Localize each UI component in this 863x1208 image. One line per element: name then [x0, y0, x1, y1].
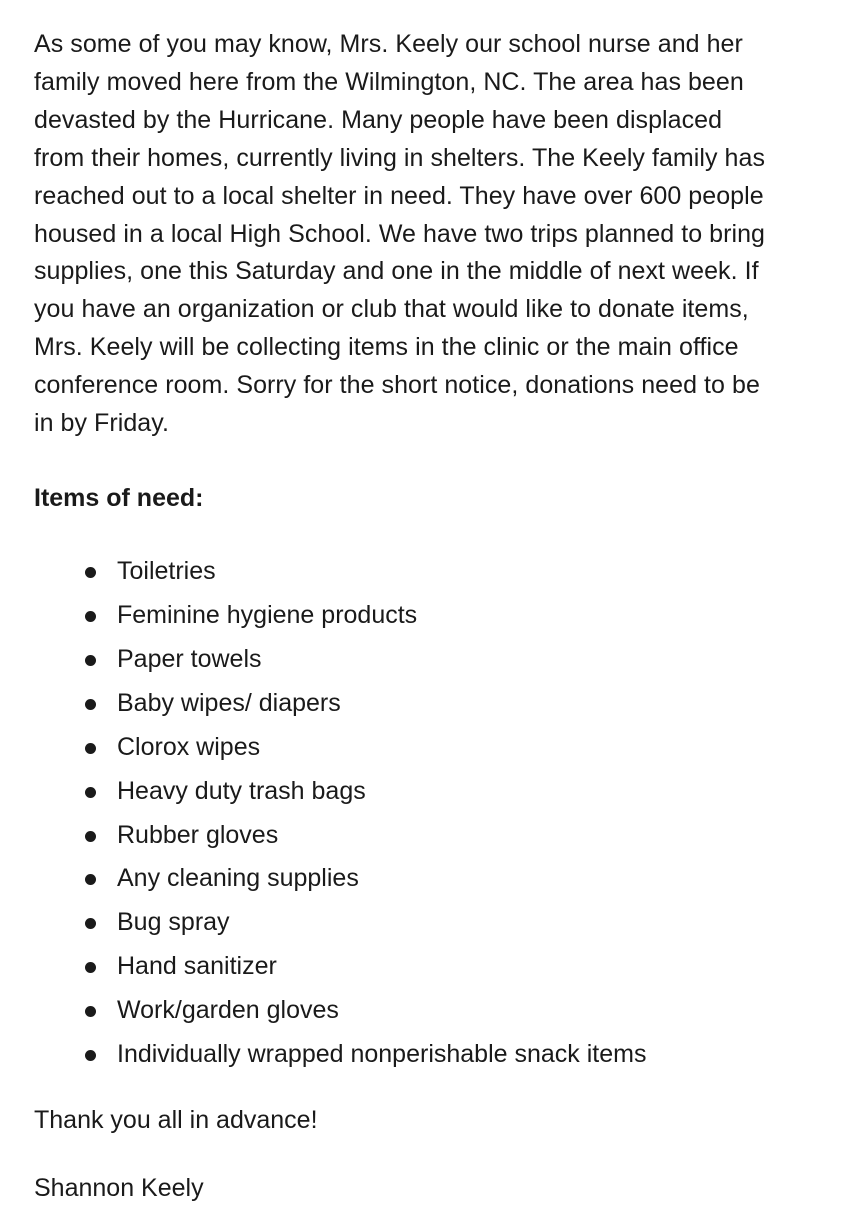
item-label: Baby wipes/ diapers	[117, 688, 341, 717]
bullet-icon	[85, 567, 96, 578]
intro-line: in by Friday.	[34, 409, 169, 438]
intro-line: As some of you may know, Mrs. Keely our school nurse and her	[34, 30, 743, 58]
bullet-icon	[85, 918, 96, 929]
list-item	[34, 594, 834, 638]
letter-document	[34, 26, 834, 1208]
item-label: Bug spray	[117, 908, 230, 937]
items-of-need-heading: Items of need:	[34, 483, 204, 512]
bullet-icon	[85, 831, 96, 842]
intro-paragraph	[34, 26, 834, 443]
intro-line: conference room. Sorry for the short notice, donations need to be	[34, 371, 760, 400]
intro-line: reached out to a local shelter in need. They have over 600 people	[34, 181, 764, 210]
bullet-icon	[85, 874, 96, 885]
intro-line: supplies, one this Saturday and one in the middle of next week. If	[34, 257, 759, 286]
bullet-icon	[85, 1006, 96, 1017]
item-label: Heavy duty trash bags	[117, 776, 366, 805]
item-label: Any cleaning supplies	[117, 864, 359, 893]
list-item	[34, 550, 834, 594]
intro-line: you have an organization or club that would like to donate items,	[34, 295, 749, 324]
item-label: Toiletries	[117, 556, 216, 585]
intro-line: family moved here from the Wilmington, NC. The area has been	[34, 67, 744, 96]
item-label: Work/garden gloves	[117, 996, 339, 1025]
list-item	[34, 901, 834, 945]
item-label: Individually wrapped nonperishable snack items	[117, 1040, 647, 1069]
list-item	[34, 638, 834, 682]
item-label: Feminine hygiene products	[117, 600, 418, 629]
bullet-icon	[85, 611, 96, 622]
list-item	[34, 770, 834, 814]
bullet-icon	[85, 787, 96, 798]
list-item	[34, 945, 834, 989]
bullet-icon	[85, 1050, 96, 1061]
list-item	[34, 726, 834, 770]
bullet-icon	[85, 962, 96, 973]
intro-line: housed in a local High School. We have two trips planned to bring	[34, 219, 766, 248]
thank-you-line: Thank you all in advance!	[34, 1106, 318, 1135]
intro-line: devasted by the Hurricane. Many people have been displaced	[34, 105, 723, 134]
list-item	[34, 814, 834, 858]
intro-line: from their homes, currently living in shelters. The Keely family has	[34, 143, 765, 172]
list-item	[34, 682, 834, 726]
item-label: Clorox wipes	[117, 732, 261, 761]
list-item	[34, 857, 834, 901]
list-item	[34, 1033, 834, 1077]
item-label: Hand sanitizer	[117, 952, 277, 981]
signature: Shannon Keely	[34, 1174, 204, 1203]
bullet-icon	[85, 743, 96, 754]
items-of-need-list	[34, 550, 834, 1077]
intro-line: Mrs. Keely will be collecting items in the clinic or the main office	[34, 333, 739, 362]
item-label: Paper towels	[117, 644, 262, 673]
list-item	[34, 989, 834, 1033]
item-label: Rubber gloves	[117, 820, 279, 849]
bullet-icon	[85, 699, 96, 710]
bullet-icon	[85, 655, 96, 666]
